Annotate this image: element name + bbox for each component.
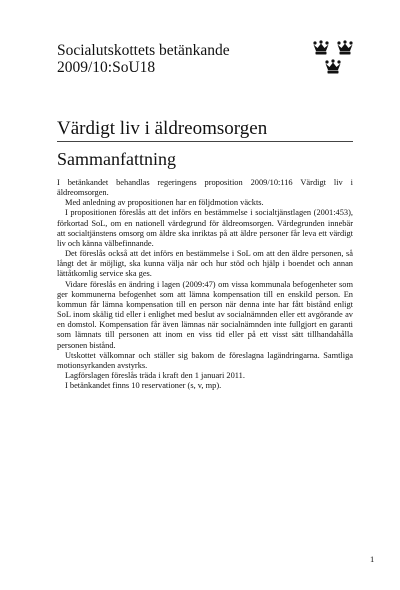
three-crowns-icon <box>312 40 356 76</box>
committee-report-label: Socialutskottets betänkande <box>57 42 230 59</box>
title-divider <box>57 141 353 142</box>
document-header <box>57 42 307 76</box>
document-title: Värdigt liv i äldreomsorgen <box>57 118 268 139</box>
paragraph: Utskottet välkomnar och ställer sig bakom de föreslagna lagändringarna. Samtliga motionsyrkanden avstyrks. <box>57 350 353 370</box>
paragraph: Lagförslagen föreslås träda i kraft den 1 januari 2011. <box>65 370 245 380</box>
paragraph: Med anledning av propositionen har en följdmotion väckts. <box>65 198 264 208</box>
section-heading: Sammanfattning <box>57 149 176 169</box>
paragraph: Vidare föreslås en ändring i lagen (2009:47) om vissa kommunala befogenheter som ger kommunerna befogenhet som att lämna kompensation till en enskild person. En kommun får lämna kompensation till en person när denna inte har fått bistånd enligt SoL inom skälig tid eller i enlighet med beslut av socialnämnden eller ett avgörande av en domstol. Kompensation får även lämnas när socialnämnden inte fullgjort en garanti som lämnats till personen att inom en viss tid eller på ett visst sätt tillhandahålla personen bistånd. <box>57 279 353 350</box>
page-number: 1 <box>370 554 375 564</box>
summary-body <box>57 178 353 391</box>
paragraph: Det föreslås också att det införs en bestämmelse i SoL om att den äldre personen, så långt det är möjligt, ska kunna välja när och hur stöd och hjälp i boendet och annan lättåtkomlig service ska ges. <box>57 249 353 279</box>
paragraph: I betänkandet behandlas regeringens proposition 2009/10:116 Värdigt liv i äldreomsorgen. <box>57 178 353 198</box>
report-number: 2009/10:SoU18 <box>57 59 156 76</box>
paragraph: I propositionen föreslås att det införs en bestämmelse i socialtjänstlagen (2001:453), förkortad SoL, om en nationell värdegrund för äldreomsorgen. Värdegrunden innebär att socialtjänstens omsorg om äldre ska inriktas på att äldre personer får leva ett värdigt liv och känna välbefinnande. <box>57 208 353 248</box>
paragraph: I betänkandet finns 10 reservationer (s, v, mp). <box>65 381 222 391</box>
